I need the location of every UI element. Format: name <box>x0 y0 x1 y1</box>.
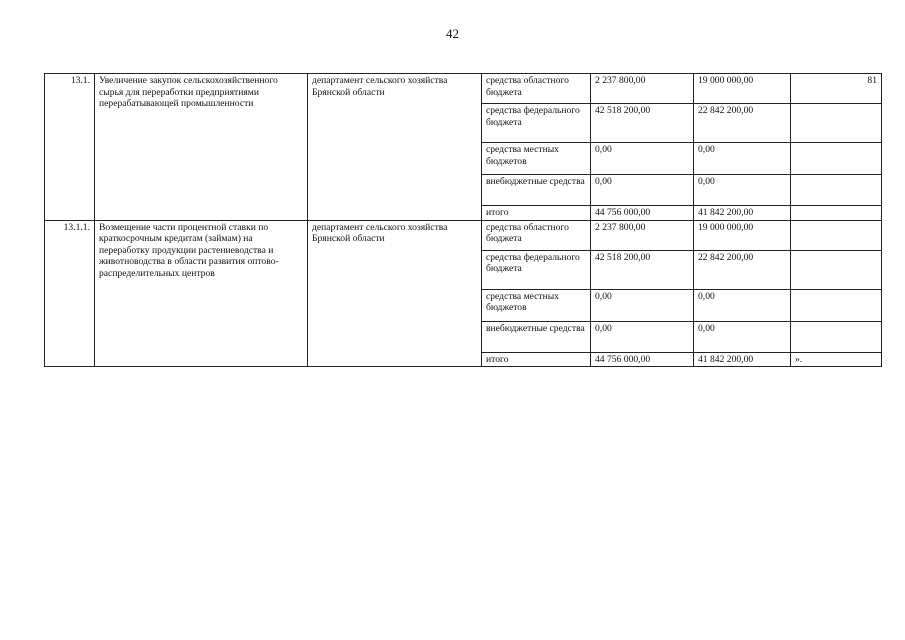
extra-cell <box>791 143 882 175</box>
amount-1: 0,00 <box>591 175 694 206</box>
extra-cell <box>791 321 882 352</box>
section-executor: департамент сельского хозяйства Брянской области <box>308 74 482 221</box>
funding-source: средства местных бюджетов <box>482 143 591 175</box>
table-row <box>45 220 882 250</box>
amount-2: 19 000 000,00 <box>694 74 791 104</box>
extra-cell: ». <box>791 352 882 367</box>
funding-source: итого <box>482 352 591 367</box>
extra-cell: 81 <box>791 74 882 104</box>
amount-2: 22 842 200,00 <box>694 104 791 143</box>
extra-cell <box>791 104 882 143</box>
amount-1: 0,00 <box>591 143 694 175</box>
section-number: 13.1.1. <box>45 220 95 367</box>
funding-source: внебюджетные средства <box>482 175 591 206</box>
amount-1: 0,00 <box>591 289 694 321</box>
extra-cell <box>791 250 882 289</box>
extra-cell <box>791 289 882 321</box>
amount-1: 0,00 <box>591 321 694 352</box>
table-row <box>45 74 882 104</box>
section-number: 13.1. <box>45 74 95 221</box>
section-executor: департамент сельского хозяйства Брянской области <box>308 220 482 367</box>
amount-1: 2 237 800,00 <box>591 220 694 250</box>
amount-1: 42 518 200,00 <box>591 250 694 289</box>
page-number: 42 <box>446 26 459 41</box>
amount-1: 42 518 200,00 <box>591 104 694 143</box>
section-title: Увеличение закупок сельскохозяйственного сырья для переработки предприятиями перерабатывающей промышленности <box>95 74 308 221</box>
funding-source: средства федерального бюджета <box>482 250 591 289</box>
extra-cell <box>791 175 882 206</box>
section-title: Возмещение части процентной ставки по краткосрочным кредитам (займам) на переработку продукции растениеводства и животноводства в области развития оптово-распределительных центров <box>95 220 308 367</box>
amount-1: 2 237 800,00 <box>591 74 694 104</box>
funding-source: средства областного бюджета <box>482 220 591 250</box>
amount-2: 0,00 <box>694 321 791 352</box>
amount-2: 41 842 200,00 <box>694 352 791 367</box>
budget-table <box>44 73 882 367</box>
funding-source: внебюджетные средства <box>482 321 591 352</box>
amount-2: 0,00 <box>694 289 791 321</box>
funding-source: итого <box>482 206 591 221</box>
amount-2: 0,00 <box>694 143 791 175</box>
amount-2: 0,00 <box>694 175 791 206</box>
amount-1: 44 756 000,00 <box>591 352 694 367</box>
amount-2: 22 842 200,00 <box>694 250 791 289</box>
amount-1: 44 756 000,00 <box>591 206 694 221</box>
extra-cell <box>791 206 882 221</box>
extra-cell <box>791 220 882 250</box>
amount-2: 19 000 000,00 <box>694 220 791 250</box>
funding-source: средства областного бюджета <box>482 74 591 104</box>
funding-source: средства местных бюджетов <box>482 289 591 321</box>
amount-2: 41 842 200,00 <box>694 206 791 221</box>
funding-source: средства федерального бюджета <box>482 104 591 143</box>
